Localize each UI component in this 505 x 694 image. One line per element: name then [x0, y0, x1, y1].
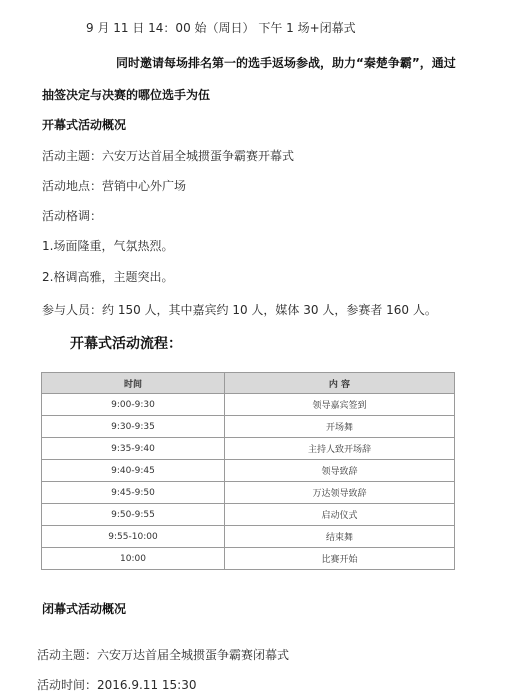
row-content: 结束舞 — [225, 526, 455, 548]
closing-time: 活动时间：2016.9.11 15:30 — [37, 678, 197, 692]
table-header-row — [42, 373, 455, 394]
column-header-content: 内 容 — [225, 373, 455, 394]
row-content: 开场舞 — [225, 416, 455, 438]
table-row — [42, 438, 455, 460]
table-row — [42, 548, 455, 570]
column-header-time: 时间 — [42, 373, 225, 394]
table-row — [42, 416, 455, 438]
opening-flow-table — [41, 372, 455, 570]
closing-overview-heading: 闭幕式活动概况 — [42, 602, 127, 616]
closing-theme: 活动主题：六安万达首届全城掼蛋争霸赛闭幕式 — [37, 648, 290, 662]
invite-text-line2: 抽签决定与决赛的哪位选手为伍 — [42, 88, 211, 102]
row-content: 领导嘉宾签到 — [225, 394, 455, 416]
row-content: 万达领导致辞 — [225, 482, 455, 504]
table-row — [42, 460, 455, 482]
table-row — [42, 504, 455, 526]
row-content: 启动仪式 — [225, 504, 455, 526]
opening-tone-item-2: 2.格调高雅，主题突出。 — [42, 270, 174, 284]
invite-text-line1: 同时邀请每场排名第一的选手返场参战，助力“秦楚争霸”，通过 — [116, 56, 456, 70]
row-time: 9:55-10:00 — [42, 526, 225, 548]
row-time: 10:00 — [42, 548, 225, 570]
opening-overview-heading: 开幕式活动概况 — [42, 118, 127, 132]
opening-theme: 活动主题：六安万达首届全城掼蛋争霸赛开幕式 — [42, 149, 295, 163]
row-time: 9:45-9:50 — [42, 482, 225, 504]
opening-tone-label: 活动格调： — [42, 209, 103, 223]
row-time: 9:50-9:55 — [42, 504, 225, 526]
row-time: 9:35-9:40 — [42, 438, 225, 460]
opening-tone-item-1: 1.场面隆重，气氛热烈。 — [42, 239, 174, 253]
table-row — [42, 526, 455, 548]
schedule-header-line: 9 月 11 日 14：00 始（周日） 下午 1 场+闭幕式 — [86, 21, 356, 35]
row-time: 9:30-9:35 — [42, 416, 225, 438]
row-time: 9:00-9:30 — [42, 394, 225, 416]
row-time: 9:40-9:45 — [42, 460, 225, 482]
row-content: 领导致辞 — [225, 460, 455, 482]
table-row — [42, 482, 455, 504]
table-row — [42, 394, 455, 416]
row-content: 比赛开始 — [225, 548, 455, 570]
row-content: 主持人致开场辞 — [225, 438, 455, 460]
opening-flow-heading: 开幕式活动流程： — [70, 336, 182, 352]
opening-location: 活动地点：营销中心外广场 — [42, 179, 187, 193]
opening-participants: 参与人员：约 150 人，其中嘉宾约 10 人，媒体 30 人，参赛者 160 人。 — [42, 303, 437, 317]
